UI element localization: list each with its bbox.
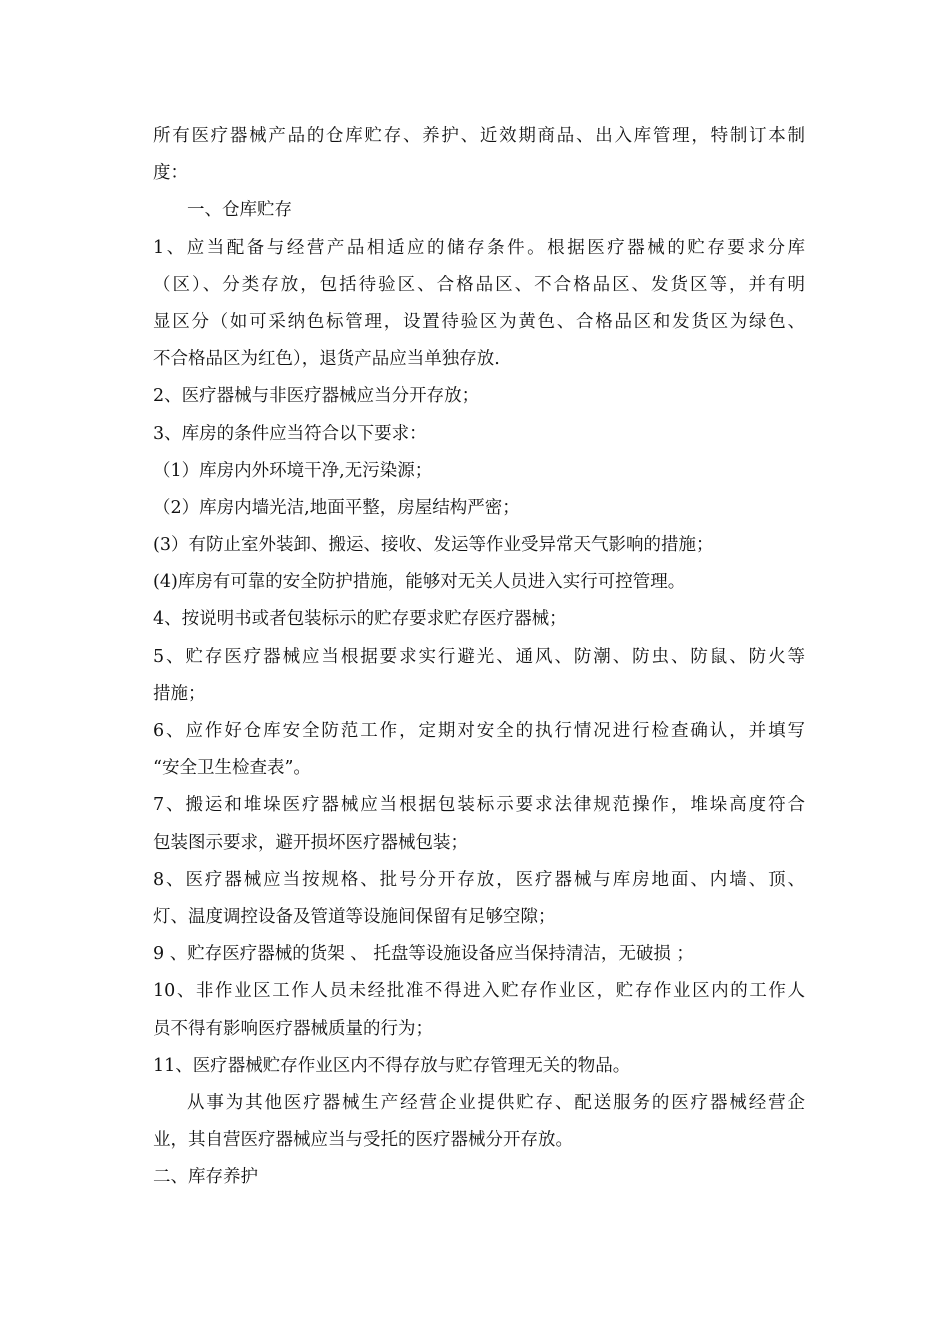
item-1-line-2: （区）、分类存放，包括待验区、合格品区、不合格品区、发货区等，并有明 <box>153 274 805 295</box>
item-8-line-2: 灯、温度调控设备及管道等设施间保留有足够空隙； <box>153 906 556 927</box>
item-7-line-1: 7、搬运和堆垛医疗器械应当根据包装标示要求法律规范操作，堆垛高度符合 <box>153 795 805 816</box>
item-2: 2、医疗器械与非医疗器械应当分开存放； <box>153 386 480 407</box>
item-7-line-2: 包装图示要求，避开损坏医疗器械包装； <box>153 832 468 853</box>
item-1-line-4: 不合格品区为红色），退货产品应当单独存放. <box>153 349 500 370</box>
section-heading-maintenance: 二、库存养护 <box>153 1167 258 1188</box>
intro-line-2: 度： <box>153 163 188 184</box>
section-heading-storage: 一、仓库贮存 <box>187 200 292 221</box>
item-3-sub-1: （1）库房内外环境干净,无污染源； <box>153 460 433 481</box>
intro-line-1: 所有医疗器械产品的仓库贮存、养护、近效期商品、出入库管理，特制订本制 <box>153 126 805 146</box>
item-3-sub-3: (3）有防止室外装卸、搬运、接收、发运等作业受异常天气影响的措施； <box>153 535 714 556</box>
document-body <box>153 118 805 1196</box>
item-3-sub-4: (4)库房有可靠的安全防护措施，能够对无关人员进入实行可控管理。 <box>153 572 686 593</box>
item-3: 3、库房的条件应当符合以下要求： <box>153 423 427 444</box>
item-10-line-2: 员不得有影响医疗器械质量的行为； <box>153 1018 433 1039</box>
closing-paragraph-line-1: 从事为其他医疗器械生产经营企业提供贮存、配送服务的医疗器械经营企 <box>187 1092 805 1113</box>
item-10-line-1: 10、非作业区工作人员未经批准不得进入贮存作业区，贮存作业区内的工作人 <box>153 981 805 1002</box>
item-1-line-1: 1、应当配备与经营产品相适应的储存条件。根据医疗器械的贮存要求分库 <box>153 237 805 258</box>
item-6-line-1: 6、应作好仓库安全防范工作，定期对安全的执行情况进行检查确认，并填写 <box>153 721 805 741</box>
item-5-line-1: 5、贮存医疗器械应当根据要求实行避光、通风、防潮、防虫、防鼠、防火等 <box>153 646 805 667</box>
item-8-line-1: 8、医疗器械应当按规格、批号分开存放，医疗器械与库房地面、内墙、顶、 <box>153 869 805 890</box>
item-1-line-3: 显区分（如可采纳色标管理，设置待验区为黄色、合格品区和发货区为绿色、 <box>153 311 805 332</box>
item-9: 9 、贮存医疗器械的货架 、 托盘等设施设备应当保持清洁，无破损 ； <box>153 944 694 965</box>
item-3-sub-2: （2）库房内墙光洁,地面平整，房屋结构严密； <box>153 497 520 518</box>
item-4: 4、按说明书或者包装标示的贮存要求贮存医疗器械； <box>153 609 567 630</box>
item-6-line-2: “安全卫生检查表”。 <box>153 758 311 779</box>
item-11: 11、医疗器械贮存作业区内不得存放与贮存管理无关的物品。 <box>153 1055 631 1076</box>
closing-paragraph-line-2: 业，其自营医疗器械应当与受托的医疗器械分开存放。 <box>153 1130 573 1151</box>
item-5-line-2: 措施； <box>153 683 206 704</box>
